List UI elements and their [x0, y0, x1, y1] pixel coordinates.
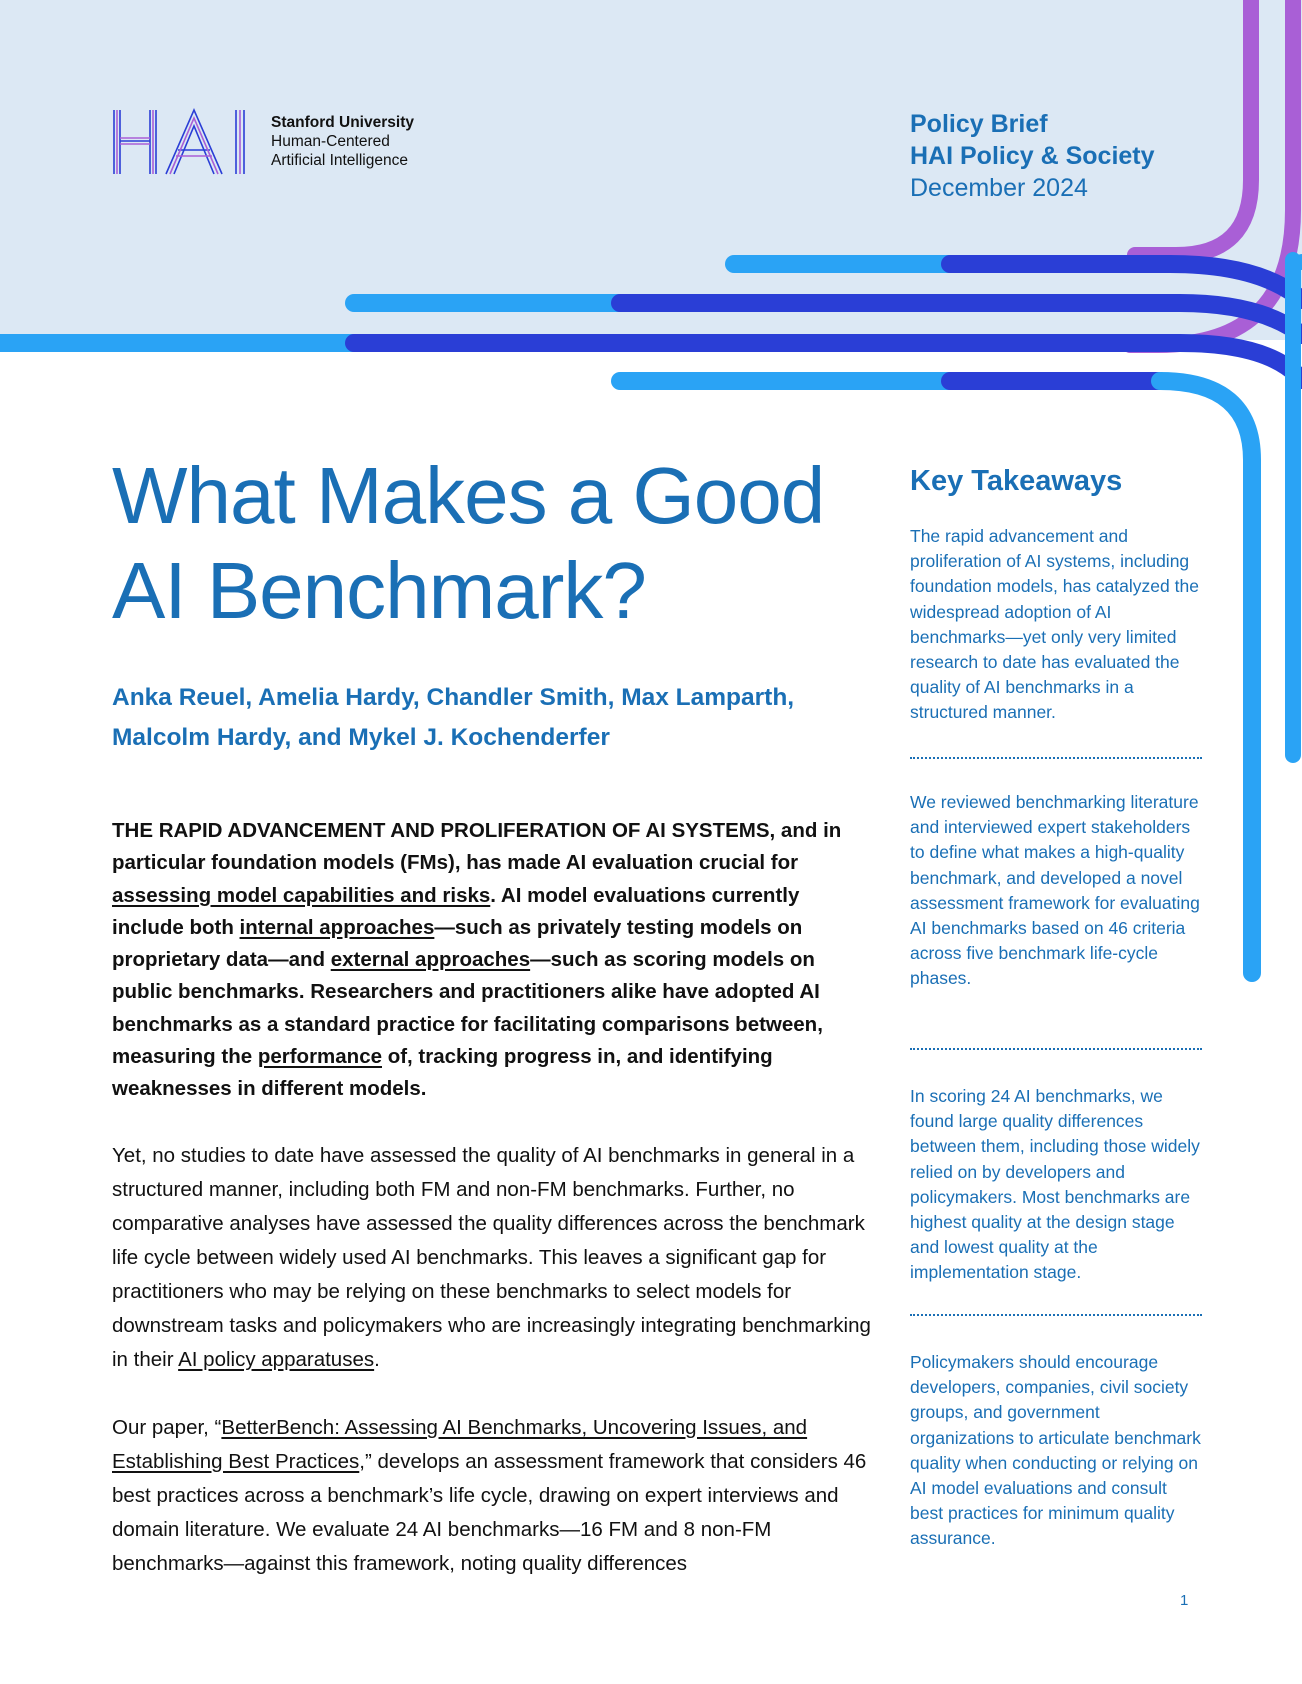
takeaway-item: In scoring 24 AI benchmarks, we found large quality differences between them, including those widely relied on by developers and policymakers. Most benchmarks are highest quality at the design stage and lowest quality at the implementation stage. [910, 1086, 1200, 1283]
body-text: Yet, no studies to date have assessed the quality of AI benchmarks in general in a structured manner, including both FM and non-FM benchmarks. Further, no comparative analyses have assessed the quality differences across the benchmark life cycle between widely used AI benchmarks. This leaves a significant gap for practitioners who may be relying on these benchmarks to select models for downstream tasks and policymakers who are increasingly integrating benchmarking in their [112, 1144, 871, 1371]
link-performance[interactable]: performance [257, 1045, 382, 1069]
org-line-3: Artificial Intelligence [271, 152, 408, 169]
hai-logo [112, 108, 257, 176]
lead-text: of, tracking progress in, and identifying weaknesses in different models. [112, 1045, 773, 1101]
link-ai-policy-apparatuses[interactable]: AI policy apparatuses [178, 1348, 375, 1371]
org-name [271, 113, 414, 170]
body-text: . [374, 1348, 380, 1371]
body-text: Our paper, “ [112, 1416, 222, 1439]
org-line-2: Human-Centered [271, 133, 390, 150]
org-line-1: Stanford University [271, 114, 414, 131]
logo-text: HAI [112, 108, 114, 109]
link-external-approaches[interactable]: external approaches [330, 948, 531, 972]
body-paragraph-2 [112, 1411, 882, 1581]
brief-series: HAI Policy & Society [910, 142, 1155, 170]
title-line-2: AI Benchmark? [112, 546, 646, 635]
brief-info [910, 108, 1155, 204]
key-takeaways-heading: Key Takeaways [910, 465, 1123, 497]
lead-paragraph [112, 815, 872, 1106]
link-internal-approaches[interactable]: internal approaches [239, 915, 435, 939]
authors [112, 678, 882, 758]
body-text: ,” develops an assessment framework that considers 46 best practices across a benchmark’s life cycle, drawing on expert interviews and domain literature. We evaluate 24 AI benchmarks—16 FM and 8 non-FM benchmarks—against this framework, noting quality differences [112, 1450, 867, 1575]
page-number: 1 [1180, 1592, 1189, 1609]
lead-text: —such as scoring models on public benchmarks. Researchers and practitioners alike have adopted AI benchmarks as a standard practice for facilitating comparisons between, measuring the [112, 948, 823, 1069]
takeaway-item: The rapid advancement and proliferation of AI systems, including foundation models, has catalyzed the widespread adoption of AI benchmarks—yet only very limited research to date has evaluated the quality of AI benchmarks in a structured manner. [910, 526, 1199, 723]
body-paragraph-1 [112, 1139, 882, 1377]
authors-line-2: Malcolm Hardy, and Mykel J. Kochenderfer [112, 724, 610, 751]
lead-text: . AI model evaluations currently include both [112, 883, 800, 939]
dotted-divider [910, 1048, 1202, 1050]
link-betterbench-paper[interactable]: BetterBench: Assessing AI Benchmarks, Uncovering Issues, and Establishing Best Practices [112, 1416, 808, 1473]
brief-type: Policy Brief [910, 110, 1048, 138]
lead-text: —such as privately testing models on proprietary data—and [112, 915, 803, 972]
page-title [112, 448, 882, 638]
lead-text: THE RAPID ADVANCEMENT AND PROLIFERATION OF AI SYSTEMS, and in particular foundation models (FMs), has made AI evaluation crucial for [112, 819, 842, 875]
takeaway-item: Policymakers should encourage developers, companies, civil society groups, and government organizations to articulate benchmark quality when conducting or relying on AI model evaluations and consult best practices for minimum quality assurance. [910, 1352, 1201, 1549]
authors-line-1: Anka Reuel, Amelia Hardy, Chandler Smith, Max Lamparth, [112, 684, 795, 711]
brief-date: December 2024 [910, 174, 1088, 202]
dotted-divider [910, 757, 1202, 759]
link-assessing-model-capabilities[interactable]: assessing model capabilities and risks [112, 883, 491, 907]
dotted-divider [910, 1314, 1202, 1316]
takeaway-item: We reviewed benchmarking literature and interviewed expert stakeholders to define what makes a high-quality benchmark, and developed a novel assessment framework for evaluating AI benchmarks based on 46 criteria across five benchmark life-cycle phases. [910, 792, 1200, 989]
title-line-1: What Makes a Good [112, 451, 825, 540]
